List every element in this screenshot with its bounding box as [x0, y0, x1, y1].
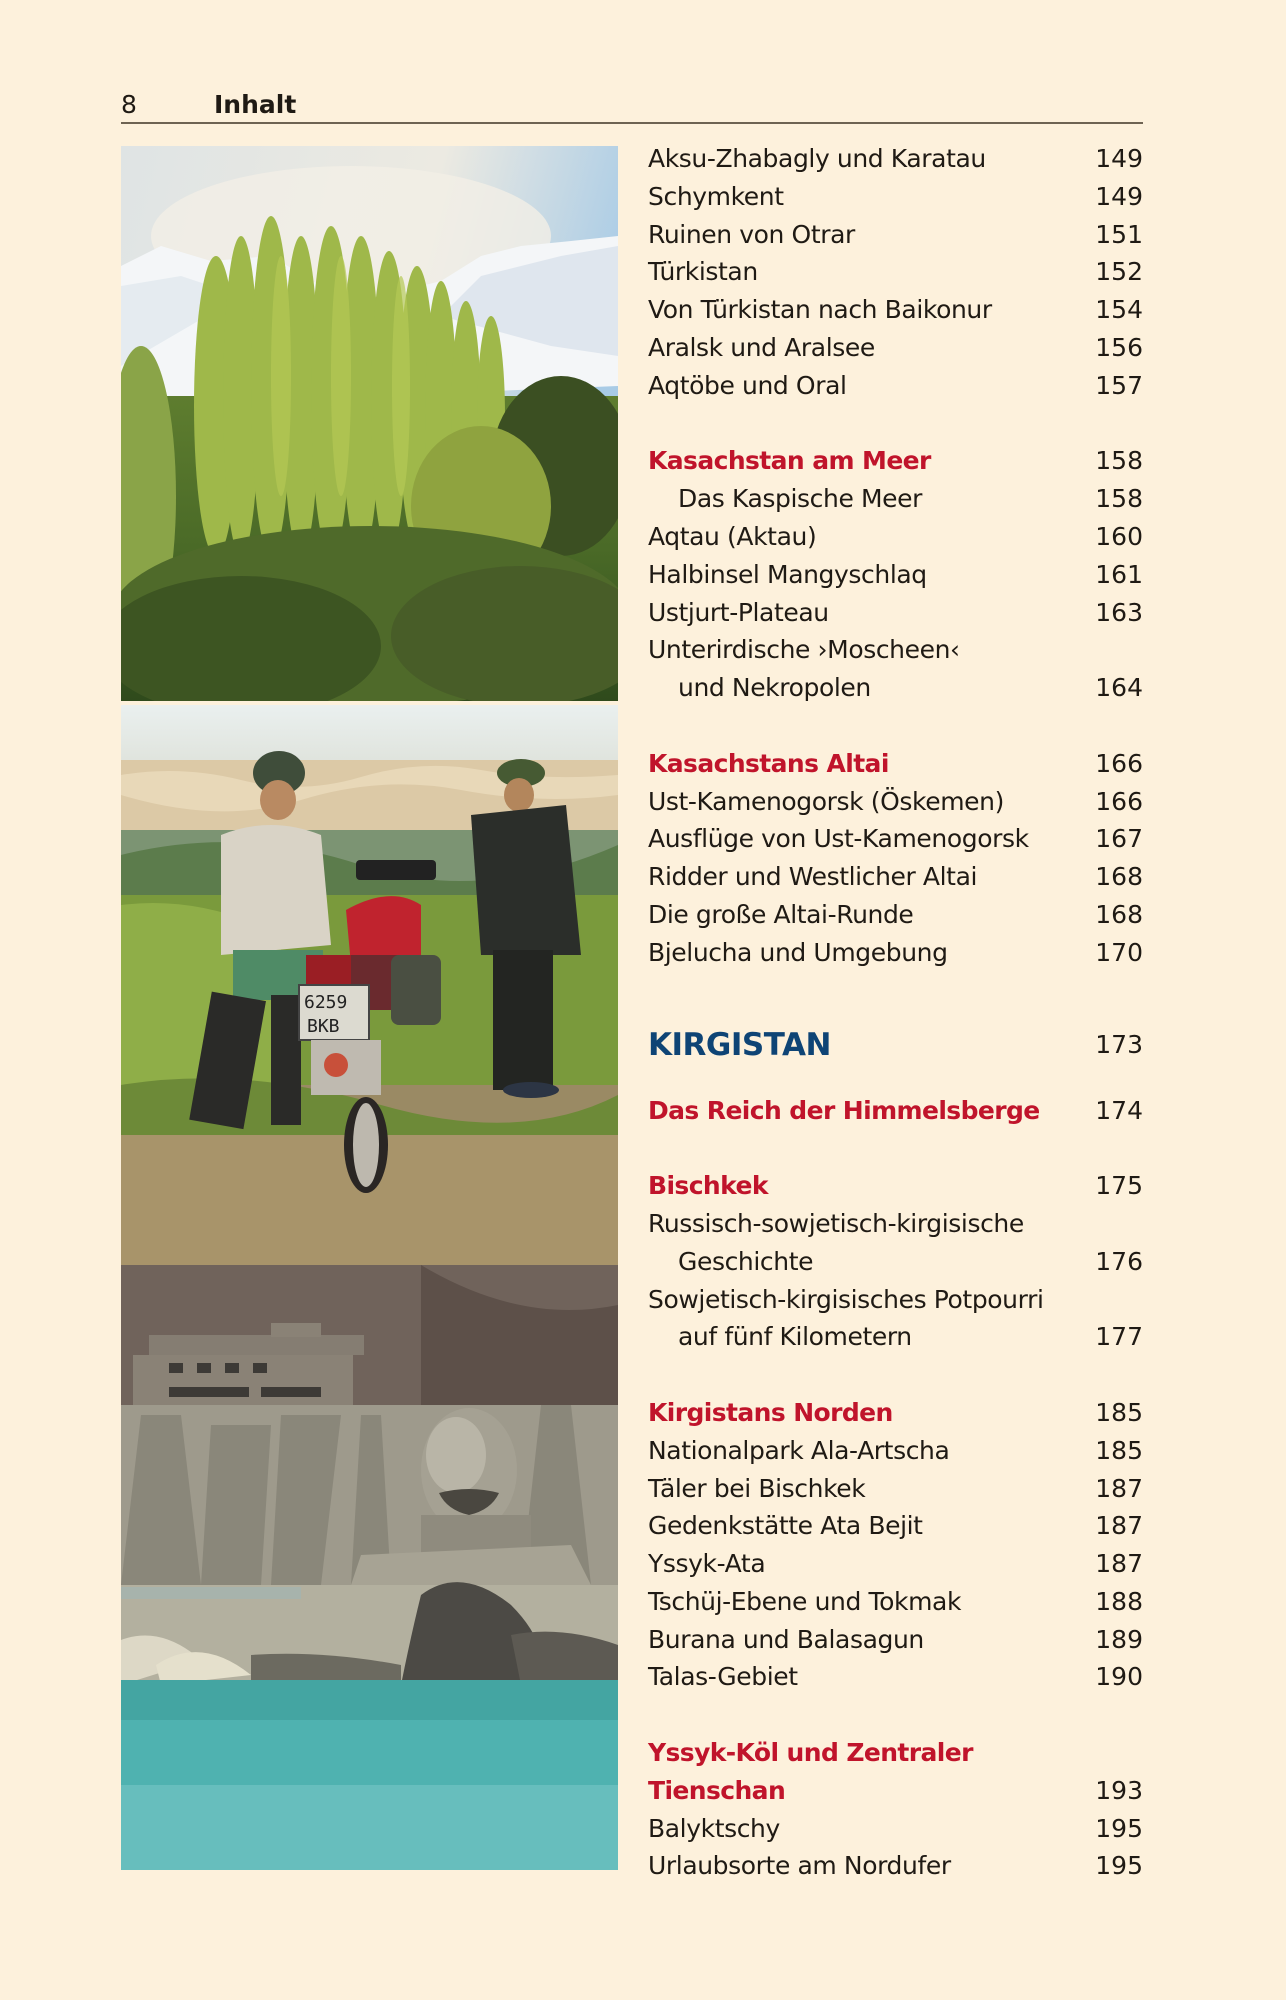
svg-text:6259: 6259	[304, 992, 348, 1013]
toc-entry[interactable]: Russisch-sowjetisch-kirgisische	[648, 1208, 1024, 1238]
section-gap	[648, 1129, 1143, 1167]
toc-entry[interactable]: Ausflüge von Ust-Kamenogorsk 167	[648, 824, 1143, 854]
toc-country-heading[interactable]: KIRGISTAN 173	[648, 1026, 1143, 1063]
toc-entry[interactable]: Täler bei Bischkek 187	[648, 1473, 1143, 1503]
toc-entry[interactable]: Aqtöbe und Oral 157	[648, 370, 1143, 400]
section-gap	[648, 1068, 1143, 1092]
page-number: 8	[121, 90, 137, 119]
section-gap	[648, 1356, 1143, 1394]
toc-entry[interactable]: Yssyk-Ata 187	[648, 1549, 1143, 1579]
toc-section-heading-continuation[interactable]: Tienschan 193	[648, 1775, 1143, 1805]
toc-entry[interactable]: Gedenkstätte Ata Bejit 187	[648, 1511, 1143, 1541]
toc-entry[interactable]: Talas-Gebiet 190	[648, 1662, 1143, 1692]
toc-entry[interactable]: Ust-Kamenogorsk (Öskemen) 166	[648, 786, 1143, 816]
toc-section-heading[interactable]: Das Reich der Himmelsberge 174	[648, 1095, 1143, 1125]
section-gap	[648, 1696, 1143, 1734]
toc-entry[interactable]: Türkistan 152	[648, 257, 1143, 287]
svg-text:BKB: BKB	[307, 1016, 340, 1037]
toc-section-heading[interactable]: Yssyk-Köl und Zentraler	[648, 1738, 973, 1768]
toc-entry[interactable]: Nationalpark Ala-Artscha 185	[648, 1435, 1143, 1465]
toc-entry[interactable]: Unterirdische ›Moscheen‹	[648, 635, 960, 665]
toc-entry[interactable]: Schymkent 149	[648, 181, 1143, 211]
toc-entry[interactable]: Von Türkistan nach Baikonur 154	[648, 295, 1143, 325]
toc-section-heading[interactable]: Kasachstans Altai 166	[648, 748, 1143, 778]
photo-poplar-trees	[121, 146, 618, 701]
photo-motorcycle	[121, 705, 618, 1265]
toc-entry[interactable]: Bjelucha und Umgebung 170	[648, 937, 1143, 967]
toc-entry[interactable]: Urlaubsorte am Nordufer 195	[648, 1851, 1143, 1881]
section-gap	[648, 972, 1143, 1022]
page-header	[121, 88, 1143, 124]
table-of-contents	[648, 140, 1143, 1885]
toc-entry[interactable]: Die große Altai-Runde 168	[648, 899, 1143, 929]
toc-section-heading[interactable]: Bischkek 175	[648, 1171, 1143, 1201]
toc-entry-continuation[interactable]: Geschichte 176	[678, 1246, 1143, 1276]
section-gap	[648, 405, 1143, 443]
toc-entry[interactable]: Ustjurt-Plateau 163	[648, 597, 1143, 627]
photo-lenin-dam	[121, 1265, 618, 1870]
toc-entry[interactable]: Aksu-Zhabagly und Karatau 149	[648, 144, 1143, 173]
toc-entry[interactable]: Tschüj-Ebene und Tokmak 188	[648, 1586, 1143, 1616]
toc-entry[interactable]: Balyktschy 195	[648, 1813, 1143, 1843]
toc-entry[interactable]: Aqtau (Aktau) 160	[648, 521, 1143, 551]
toc-entry[interactable]: Halbinsel Mangyschlaq 161	[648, 559, 1143, 589]
toc-entry[interactable]: Ruinen von Otrar 151	[648, 219, 1143, 249]
toc-entry[interactable]: Aralsk und Aralsee 156	[648, 332, 1143, 362]
toc-entry[interactable]: Burana und Balasagun 189	[648, 1624, 1143, 1654]
toc-section-heading[interactable]: Kasachstan am Meer 158	[648, 446, 1143, 476]
toc-entry[interactable]: Das Kaspische Meer 158	[678, 484, 1143, 514]
toc-entry[interactable]: Sowjetisch-kirgisisches Potpourri	[648, 1284, 1044, 1314]
toc-section-heading[interactable]: Kirgistans Norden 185	[648, 1397, 1143, 1427]
section-gap	[648, 707, 1143, 745]
toc-entry[interactable]: Ridder und Westlicher Altai 168	[648, 862, 1143, 892]
toc-entry-continuation[interactable]: auf fünf Kilometern 177	[678, 1322, 1143, 1352]
toc-entry-continuation[interactable]: und Nekropolen 164	[678, 673, 1143, 703]
page-title: Inhalt	[214, 90, 297, 119]
